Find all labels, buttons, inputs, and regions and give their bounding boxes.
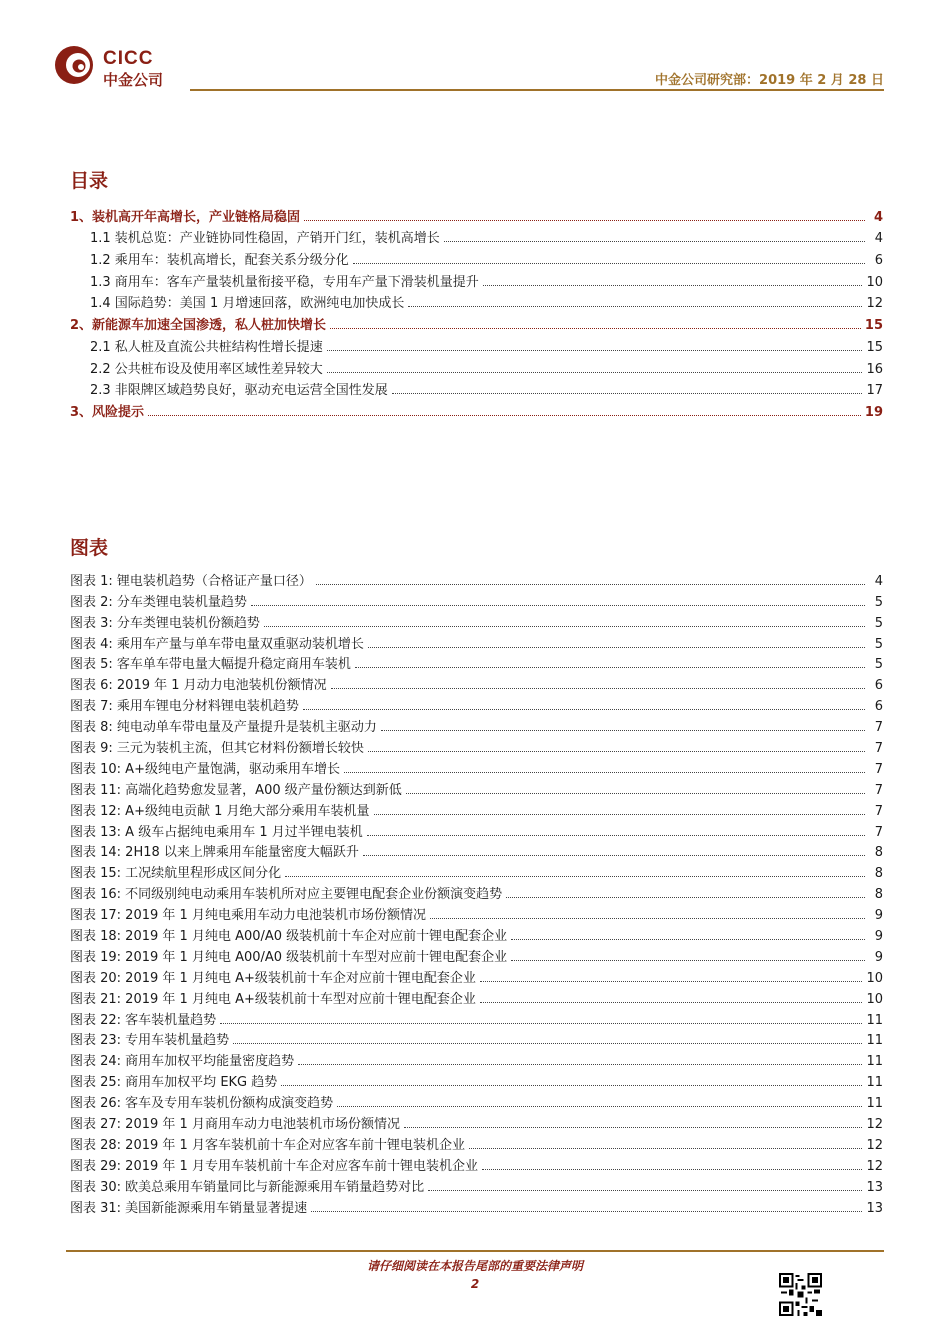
footer-divider [66,1250,884,1252]
figure-entry-page: 7 [874,741,883,757]
toc-entry[interactable] [70,398,883,420]
figure-entry[interactable] [70,902,883,923]
dot-leader [311,1211,862,1212]
figure-entry-page: 9 [874,929,883,945]
dot-leader [480,981,863,982]
dot-leader [327,372,863,373]
toc-entry-label: 1、装机高开年高增长，产业链格局稳固 [70,209,301,225]
figure-entry-label: 图表 17: 2019 年 1 月纯电乘用车动力电池装机市场份额情况 [70,908,426,924]
figure-entry[interactable] [70,568,883,589]
dot-leader [304,220,865,221]
header-divider [190,89,884,91]
figure-entry-label: 图表 4: 乘用车产量与单车带电量双重驱动装机增长 [70,636,364,652]
toc-entry-label: 1.3 商用车：客车产量装机量衔接平稳，专用车产量下滑装机量提升 [90,274,479,290]
toc-entry-page: 10 [866,274,883,290]
figure-entry-label: 图表 1: 锂电装机趋势（合格证产量口径） [70,573,312,589]
figure-entry-page: 11 [866,1033,883,1049]
toc-entry-page: 19 [864,404,883,420]
figure-entry[interactable] [70,610,883,631]
toc-entry-page: 6 [874,253,883,269]
toc-entry-page: 15 [864,318,883,334]
figure-entry[interactable] [70,1028,883,1049]
figure-list [70,568,883,1216]
dot-leader [330,328,861,329]
toc-entry[interactable] [70,268,883,290]
figure-entry-page: 7 [874,720,883,736]
figure-entry[interactable] [70,777,883,798]
figure-entry-label: 图表 30: 欧美总乘用车销量同比与新能源乘用车销量趋势对比 [70,1179,425,1195]
dot-leader [428,1190,862,1191]
figures-title: 图表 [70,537,109,559]
header-date: 中金公司研究部：2019 年 2 月 28 日 [655,73,884,88]
dot-leader [483,285,863,286]
toc-entry-page: 16 [866,361,883,377]
dot-leader [285,876,865,877]
qr-code-icon [779,1273,822,1316]
figure-entry-label: 图表 14: 2H18 以来上牌乘用车能量密度大幅跃升 [70,845,359,861]
figure-entry[interactable] [70,1132,883,1153]
toc-entry[interactable] [70,290,883,312]
figure-entry-page: 12 [866,1117,883,1133]
figure-entry-page: 8 [874,866,883,882]
toc-entry[interactable] [70,246,883,268]
dot-leader [233,1043,862,1044]
figure-entry[interactable] [70,986,883,1007]
figure-entry-page: 4 [874,573,883,589]
figure-entry-label: 图表 3: 分车类锂电装机份额趋势 [70,615,260,631]
toc-entry-page: 4 [874,231,883,247]
figure-entry-label: 图表 29: 2019 年 1 月专用车装机前十车企对应客车前十锂电装机企业 [70,1158,478,1174]
figure-entry[interactable] [70,1111,883,1132]
dot-leader [469,1148,863,1149]
figure-entry[interactable] [70,1007,883,1028]
toc-entry[interactable] [70,377,883,399]
figure-entry-page: 5 [874,636,883,652]
figure-entry[interactable] [70,1069,883,1090]
toc-entry[interactable] [70,333,883,355]
figure-entry-label: 图表 2: 分车类锂电装机量趋势 [70,594,247,610]
dot-leader [220,1023,862,1024]
figure-entry-page: 6 [874,678,883,694]
toc-entry-label: 2.3 非限牌区域趋势良好，驱动充电运营全国性发展 [90,383,388,399]
table-of-contents [70,203,883,420]
figure-entry-label: 图表 27: 2019 年 1 月商用车动力电池装机市场份额情况 [70,1117,400,1133]
figure-entry-page: 5 [874,657,883,673]
logo-text-en: CICC [103,48,154,69]
figure-entry[interactable] [70,652,883,673]
dot-leader [344,772,865,773]
cicc-logo-icon [54,45,94,85]
figure-entry[interactable] [70,693,883,714]
toc-entry[interactable] [70,203,883,225]
figure-entry-label: 图表 20: 2019 年 1 月纯电 A+级装机前十车企对应前十锂电配套企业 [70,970,476,986]
figure-entry-page: 10 [866,970,883,986]
toc-entry-label: 3、风险提示 [70,404,145,420]
figure-entry-page: 11 [866,1075,883,1091]
figure-entry-label: 图表 11: 高端化趋势愈发显著，A00 级产量份额达到新低 [70,782,402,798]
dot-leader [367,835,865,836]
figure-entry-page: 13 [866,1200,883,1216]
figure-entry-label: 图表 12: A+级纯电贡献 1 月绝大部分乘用车装机量 [70,803,370,819]
dot-leader [331,688,865,689]
toc-entry-page: 12 [866,296,883,312]
dot-leader [406,793,865,794]
figure-entry-label: 图表 24: 商用车加权平均能量密度趋势 [70,1054,295,1070]
toc-entry[interactable] [70,311,883,333]
toc-entry[interactable] [70,225,883,247]
figure-entry-page: 11 [866,1054,883,1070]
figure-entry-page: 5 [874,615,883,631]
dot-leader [511,939,865,940]
page-header [0,0,950,100]
dot-leader [381,730,865,731]
figure-entry[interactable] [70,923,883,944]
dot-leader [430,918,865,919]
figure-entry-page: 8 [874,845,883,861]
figure-entry[interactable] [70,714,883,735]
dot-leader [355,667,865,668]
figure-entry[interactable] [70,631,883,652]
figure-entry-label: 图表 15: 工况续航里程形成区间分化 [70,866,282,882]
figure-entry[interactable] [70,944,883,965]
dot-leader [392,393,863,394]
dot-leader [363,855,865,856]
figure-entry-label: 图表 5: 客车单车带电量大幅提升稳定商用车装机 [70,657,351,673]
figure-entry-page: 6 [874,699,883,715]
figure-entry[interactable] [70,965,883,986]
toc-entry-label: 1.1 装机总览：产业链协同性稳固，产销开门红，装机高增长 [90,231,440,247]
figure-entry-label: 图表 25: 商用车加权平均 EKG 趋势 [70,1075,278,1091]
figure-entry-label: 图表 18: 2019 年 1 月纯电 A00/A0 级装机前十车企对应前十锂电配套企业 [70,929,508,945]
figure-entry-page: 10 [866,991,883,1007]
figure-entry-page: 7 [874,761,883,777]
toc-entry-label: 1.2 乘用车：装机高增长，配套关系分级分化 [90,253,349,269]
figure-entry-label: 图表 28: 2019 年 1 月客车装机前十车企对应客车前十锂电装机企业 [70,1137,465,1153]
figure-entry[interactable] [70,819,883,840]
figure-entry[interactable] [70,735,883,756]
figure-entry[interactable] [70,1195,883,1216]
figure-entry-label: 图表 7: 乘用车锂电分材料锂电装机趋势 [70,699,299,715]
toc-title: 目录 [70,170,109,192]
toc-entry-page: 15 [866,339,883,355]
figure-entry[interactable] [70,1090,883,1111]
figure-entry-page: 11 [866,1012,883,1028]
figure-entry-label: 图表 19: 2019 年 1 月纯电 A00/A0 级装机前十车型对应前十锂电配套企业 [70,949,508,965]
figure-entry[interactable] [70,798,883,819]
figure-entry-page: 7 [874,824,883,840]
figure-entry-page: 13 [866,1179,883,1195]
dot-leader [480,1002,863,1003]
figure-entry-label: 图表 6: 2019 年 1 月动力电池装机份额情况 [70,678,327,694]
figure-entry[interactable] [70,881,883,902]
toc-entry-label: 2.2 公共桩布设及使用率区域性差异较大 [90,361,323,377]
dot-leader [368,647,865,648]
figure-entry-page: 11 [866,1096,883,1112]
dot-leader [404,1127,863,1128]
figure-entry-label: 图表 23: 专用车装机量趋势 [70,1033,230,1049]
figure-entry-page: 7 [874,803,883,819]
legal-notice: 请仔细阅读在本报告尾部的重要法律声明 [366,1259,583,1273]
figure-entry-label: 图表 31: 美国新能源乘用车销量显著提速 [70,1200,308,1216]
figure-entry[interactable] [70,1174,883,1195]
logo-text-cn: 中金公司 [103,71,164,89]
figure-entry-page: 12 [866,1137,883,1153]
dot-leader [511,960,865,961]
toc-entry[interactable] [70,355,883,377]
figure-entry-label: 图表 10: A+级纯电产量饱满，驱动乘用车增长 [70,761,340,777]
figure-entry[interactable] [70,1048,883,1069]
dot-leader [408,306,862,307]
page-number: 2 [470,1277,480,1291]
toc-entry-page: 17 [866,383,883,399]
figure-entry-label: 图表 21: 2019 年 1 月纯电 A+级装机前十车型对应前十锂电配套企业 [70,991,476,1007]
figure-entry[interactable] [70,756,883,777]
dot-leader [374,814,865,815]
figure-entry-label: 图表 13: A 级车占据纯电乘用车 1 月过半锂电装机 [70,824,363,840]
toc-entry-label: 2、新能源车加速全国渗透，私人桩加快增长 [70,318,327,334]
dot-leader [368,751,865,752]
figure-entry[interactable] [70,1153,883,1174]
figure-entry[interactable] [70,672,883,693]
figure-entry-page: 9 [874,908,883,924]
figure-entry[interactable] [70,840,883,861]
figure-entry-page: 9 [874,949,883,965]
figure-entry-page: 7 [874,782,883,798]
dot-leader [281,1085,862,1086]
dot-leader [482,1169,863,1170]
figure-entry[interactable] [70,860,883,881]
dot-leader [251,605,865,606]
dot-leader [303,709,865,710]
dot-leader [506,897,865,898]
figure-entry-label: 图表 22: 客车装机量趋势 [70,1012,217,1028]
figure-entry[interactable] [70,589,883,610]
figure-entry-page: 12 [866,1158,883,1174]
figure-entry-label: 图表 8: 纯电动单车带电量及产量提升是装机主驱动力 [70,720,377,736]
figure-entry-label: 图表 26: 客车及专用车装机份额构成演变趋势 [70,1096,334,1112]
dot-leader [444,241,865,242]
dot-leader [337,1106,862,1107]
figure-entry-label: 图表 9: 三元为装机主流，但其它材料份额增长较快 [70,741,364,757]
dot-leader [316,584,865,585]
figure-entry-label: 图表 16: 不同级别纯电动乘用车装机所对应主要锂电配套企业份额演变趋势 [70,887,503,903]
dot-leader [353,263,865,264]
dot-leader [298,1064,862,1065]
figure-entry-page: 5 [874,594,883,610]
toc-entry-page: 4 [873,209,883,225]
toc-entry-label: 1.4 国际趋势：美国 1 月增速回落，欧洲纯电加快成长 [90,296,405,312]
dot-leader [264,626,865,627]
dot-leader [327,350,863,351]
figure-entry-page: 8 [874,887,883,903]
toc-entry-label: 2.1 私人桩及直流公共桩结构性增长提速 [90,339,323,355]
dot-leader [148,415,861,416]
